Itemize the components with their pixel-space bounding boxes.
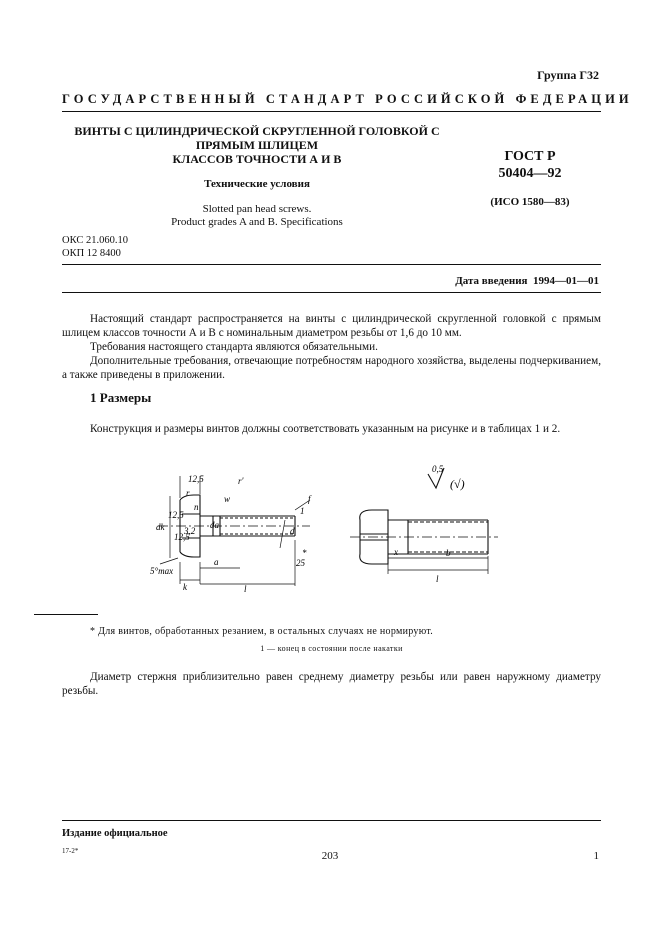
classification-codes bbox=[62, 234, 128, 260]
title-line-3: КЛАССОВ ТОЧНОСТИ А И В bbox=[172, 152, 342, 166]
length-dimension-lines bbox=[180, 568, 295, 584]
label-1: 1 bbox=[300, 506, 305, 516]
introduction-date bbox=[455, 275, 599, 287]
date-label: Дата введения bbox=[455, 275, 528, 287]
label-d: d bbox=[290, 526, 295, 536]
label-f: f bbox=[308, 494, 311, 504]
label-x: x bbox=[394, 547, 398, 557]
date-value: 1994—01—01 bbox=[533, 275, 599, 287]
angle-leader bbox=[160, 558, 178, 564]
page-number-right: 1 bbox=[593, 850, 599, 862]
label-l-right: l bbox=[436, 574, 439, 584]
l-extension-lines bbox=[388, 556, 488, 574]
footnote-star: * Для винтов, обработанных резанием, в остальных случаях не нормируют. bbox=[90, 626, 434, 637]
label-da: da bbox=[210, 520, 219, 530]
label-r: r bbox=[186, 488, 190, 498]
label-a: a bbox=[214, 557, 219, 567]
gost-label: ГОСТ Р bbox=[504, 149, 556, 164]
page-number: 203 bbox=[321, 850, 339, 862]
label-r-prime: r' bbox=[238, 476, 244, 486]
label-12-5-a: 12,5 bbox=[188, 474, 204, 484]
codes-rule bbox=[62, 264, 601, 265]
bottom-rule bbox=[62, 820, 601, 821]
label-dk: dk bbox=[156, 522, 165, 532]
label-12-5-c: 12,5 bbox=[174, 532, 190, 542]
official-edition: Издание официальное bbox=[62, 828, 168, 839]
label-angle: 5°max bbox=[150, 566, 174, 576]
print-code: 17-2* bbox=[62, 847, 79, 855]
paragraph-shank-diameter: Диаметр стержня приблизительно равен среднему диаметру резьбы или равен наружному диаметру резьбы. bbox=[62, 671, 601, 697]
label-k: k bbox=[183, 582, 187, 592]
document-title bbox=[62, 124, 452, 166]
section-text: Конструкция и размеры винтов должны соответствовать указанным на рисунке и в таблицах 1 и 2. bbox=[90, 423, 561, 435]
roughness-tick: (√) bbox=[450, 477, 465, 491]
length-extension-lines bbox=[180, 540, 295, 586]
gost-number-block bbox=[470, 148, 590, 182]
footnote-rule bbox=[34, 614, 98, 615]
document-subtitle: Технические условия bbox=[204, 178, 310, 190]
english-line-1: Slotted pan head screws. bbox=[202, 203, 312, 215]
label-l: l bbox=[244, 584, 247, 594]
header-rule bbox=[62, 111, 601, 112]
footnote-legend: 1 — конец в состоянии после накатки bbox=[260, 644, 403, 653]
screw-side-drawing bbox=[350, 462, 500, 592]
paragraph-additional: Дополнительные требования, отвечающие потребностям народного хозяйства, выделены подчеркиванием, а также приведены в приложении. bbox=[62, 355, 601, 381]
date-rule bbox=[62, 292, 601, 293]
standard-header: ГОСУДАРСТВЕННЫЙ СТАНДАРТ РОССИЙСКОЙ ФЕДЕРАЦИИ bbox=[62, 92, 633, 106]
roughness-value: 0,5 bbox=[432, 464, 444, 474]
label-25: 25 bbox=[296, 558, 305, 568]
title-line-1: ВИНТЫ С ЦИЛИНДРИЧЕСКОЙ СКРУГЛЕННОЙ ГОЛОВКОЙ С bbox=[74, 124, 440, 138]
english-line-2: Product grades A and B. Specifications bbox=[171, 216, 343, 228]
iso-reference: (ИСО 1580—83) bbox=[490, 196, 570, 208]
screw-dimension-drawing bbox=[150, 462, 340, 597]
label-star: * bbox=[302, 548, 307, 558]
label-n: n bbox=[194, 502, 199, 512]
label-b: b bbox=[446, 548, 451, 558]
section-heading: 1 Размеры bbox=[90, 390, 152, 405]
title-line-2: ПРЯМЫМ ШЛИЦЕМ bbox=[195, 138, 319, 152]
group-label: Группа Г32 bbox=[537, 68, 599, 82]
paragraph-mandatory: Требования настоящего стандарта являются обязательными. bbox=[90, 341, 378, 353]
paragraph-scope: Настоящий стандарт распространяется на винты с цилиндрической скругленной головкой с прямым шлицем классов точности А и В с номинальным диаметром резьбы от 1,6 до 10 мм. bbox=[62, 313, 601, 339]
label-3-2: 3,2 bbox=[184, 526, 196, 536]
okp-code: ОКП 12 8400 bbox=[62, 248, 121, 259]
gost-number: 50404—92 bbox=[498, 166, 562, 181]
label-w: w bbox=[224, 494, 231, 504]
english-title bbox=[62, 203, 452, 229]
label-12-5-b: 12,5 bbox=[168, 510, 184, 520]
okc-code: ОКС 21.060.10 bbox=[62, 235, 128, 246]
